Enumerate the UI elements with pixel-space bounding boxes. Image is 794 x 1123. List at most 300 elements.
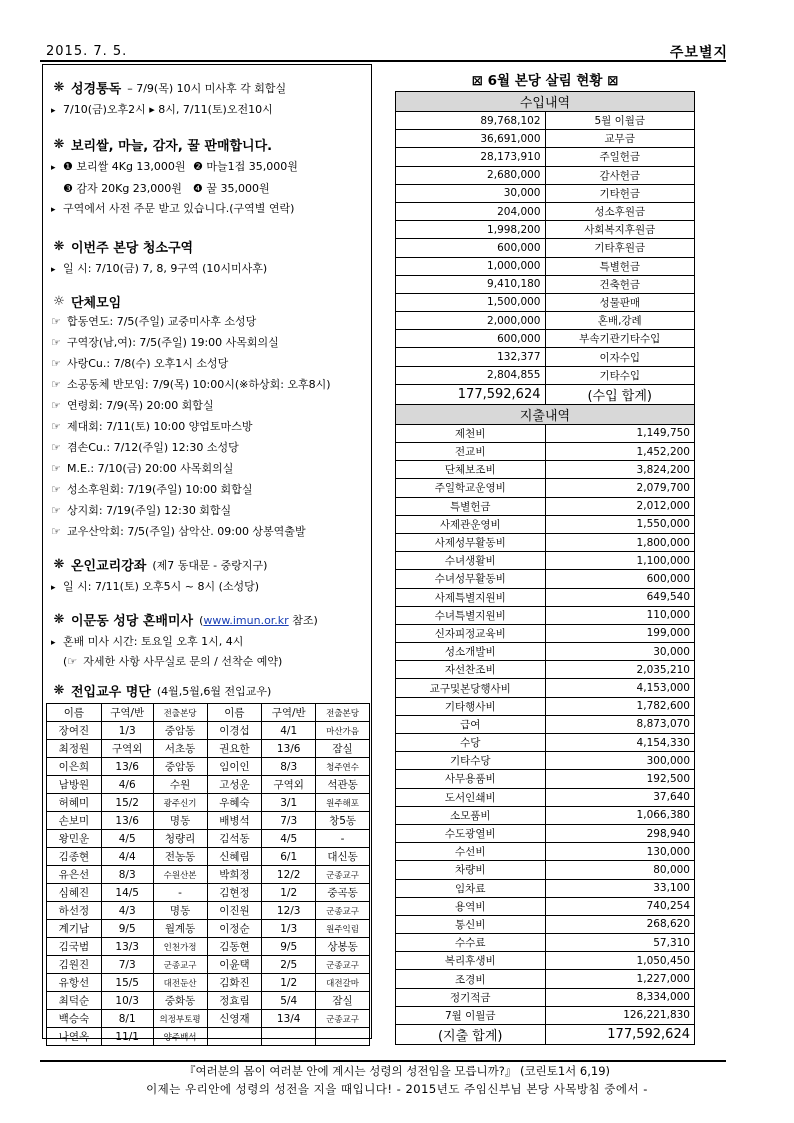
table-cell: 1/2	[262, 974, 316, 992]
meeting-item: ☞ M.E.: 7/10(금) 20:00 사목회의실	[51, 462, 234, 475]
expense-row	[396, 1006, 695, 1024]
table-cell: 마산가음	[316, 722, 370, 740]
table-cell: 손보미	[47, 812, 102, 830]
bullet-icon: ▸	[51, 265, 56, 275]
table-cell: 신영재	[207, 1010, 262, 1028]
expense-total: 177,592,624	[545, 1025, 695, 1045]
expense-category: 수녀생활비	[396, 552, 546, 570]
table-cell: 잠실	[316, 740, 370, 758]
expense-amount: 1,149,750	[545, 424, 695, 442]
table-row	[47, 902, 370, 920]
expense-amount: 199,000	[545, 624, 695, 642]
bullet-icon: ▸	[51, 638, 56, 648]
expense-row	[396, 788, 695, 806]
table-header: 전출본당	[153, 704, 207, 722]
expense-amount: 1,227,000	[545, 970, 695, 988]
table-cell: 4/5	[101, 830, 153, 848]
expense-row	[396, 752, 695, 770]
income-category: 혼배,강례	[545, 312, 695, 330]
table-cell: 의정부토평	[153, 1010, 207, 1028]
table-cell: 김원진	[47, 956, 102, 974]
income-row	[396, 275, 695, 293]
expense-row	[396, 624, 695, 642]
footer-divider	[40, 1060, 726, 1062]
catechism-section: ❋ 온인교리강좌 (제7 동대문 - 중랑지구) ▸ 일 시: 7/11(토) 오후5시 ~ 8시 (소성당)	[51, 555, 371, 596]
income-amount: 2,680,000	[396, 166, 546, 184]
expense-amount: 1,782,600	[545, 697, 695, 715]
table-cell: 원주익림	[316, 920, 370, 938]
expense-total-label: (지출 합계)	[396, 1025, 546, 1045]
expense-category: 수수료	[396, 934, 546, 952]
meeting-item: ☞ 성소후원회: 7/19(주일) 10:00 회합실	[51, 483, 253, 496]
table-cell: 청량리	[153, 830, 207, 848]
table-cell: 남방원	[47, 776, 102, 794]
table-row	[47, 884, 370, 902]
meeting-item: ☞ 연령회: 7/9(목) 20:00 회합실	[51, 399, 214, 412]
expense-row	[396, 988, 695, 1006]
income-total-row	[396, 384, 695, 404]
table-cell: 임이인	[207, 758, 262, 776]
table-cell: -	[316, 830, 370, 848]
expense-category: 사무용품비	[396, 770, 546, 788]
table-cell: 심혜진	[47, 884, 102, 902]
table-header: 이름	[207, 704, 262, 722]
table-cell	[262, 1028, 316, 1046]
table-cell: 상봉동	[316, 938, 370, 956]
expense-category: 단체보조비	[396, 461, 546, 479]
table-cell: 13/6	[262, 740, 316, 758]
table-cell: 군종교구	[153, 956, 207, 974]
expense-category: 차량비	[396, 861, 546, 879]
table-cell: 이윤택	[207, 956, 262, 974]
table-cell: 9/5	[101, 920, 153, 938]
expense-row	[396, 424, 695, 442]
table-header: 구역/반	[101, 704, 153, 722]
income-amount: 204,000	[396, 202, 546, 220]
table-cell: 유항선	[47, 974, 102, 992]
expense-row	[396, 479, 695, 497]
pointing-hand-icon: ☞	[51, 441, 61, 454]
pointing-hand-icon: ☞	[51, 378, 61, 391]
income-category: 건축헌금	[545, 275, 695, 293]
expense-amount: 30,000	[545, 643, 695, 661]
pointing-hand-icon: ☞	[51, 504, 61, 517]
expense-amount: 4,154,330	[545, 734, 695, 752]
finance-title: ⊠ 6월 본당 살림 현황 ⊠	[471, 73, 619, 89]
table-cell: 장여진	[47, 722, 102, 740]
expense-category: 자선찬조비	[396, 661, 546, 679]
table-cell: 12/2	[262, 866, 316, 884]
table-cell: 14/5	[101, 884, 153, 902]
income-row	[396, 130, 695, 148]
table-cell: 최정원	[47, 740, 102, 758]
table-cell: 최덕순	[47, 992, 102, 1010]
table-cell: 창5동	[316, 812, 370, 830]
table-cell: 구역외	[262, 776, 316, 794]
income-category: 이자수입	[545, 348, 695, 366]
expense-row	[396, 879, 695, 897]
table-header: 구역/반	[262, 704, 316, 722]
expense-row	[396, 770, 695, 788]
expense-category: 수당	[396, 734, 546, 752]
expense-category: 수도광열비	[396, 824, 546, 842]
table-cell: 13/6	[101, 758, 153, 776]
expense-total-row	[396, 1025, 695, 1045]
table-cell: 1/3	[262, 920, 316, 938]
expense-amount: 110,000	[545, 606, 695, 624]
income-row	[396, 166, 695, 184]
income-row	[396, 112, 695, 130]
table-row	[47, 920, 370, 938]
income-category: 사회복지후원금	[545, 221, 695, 239]
table-cell: 계기남	[47, 920, 102, 938]
table-cell: 4/5	[262, 830, 316, 848]
meeting-item: ☞ 소공동체 반모임: 7/9(목) 10:00시(※하상회: 오후8시)	[51, 378, 331, 391]
income-row	[396, 221, 695, 239]
table-cell: 월계동	[153, 920, 207, 938]
expense-amount: 1,452,200	[545, 443, 695, 461]
parish-website-link[interactable]: www.imun.or.kr	[203, 613, 289, 627]
table-cell: 고성운	[207, 776, 262, 794]
expense-row	[396, 552, 695, 570]
table-row	[47, 722, 370, 740]
expense-category: 복리후생비	[396, 952, 546, 970]
table-cell: 정효림	[207, 992, 262, 1010]
expense-row	[396, 588, 695, 606]
table-cell: 배병석	[207, 812, 262, 830]
table-cell: 김석동	[207, 830, 262, 848]
income-row	[396, 148, 695, 166]
income-category: 주일헌금	[545, 148, 695, 166]
expense-category: 사제특별지원비	[396, 588, 546, 606]
table-cell: 6/1	[262, 848, 316, 866]
expense-amount: 57,310	[545, 934, 695, 952]
expense-category: 사제성무활동비	[396, 533, 546, 551]
expense-amount: 300,000	[545, 752, 695, 770]
income-category: 기타헌금	[545, 184, 695, 202]
pointing-hand-icon: ☞	[51, 462, 61, 475]
table-row	[47, 740, 370, 758]
pointing-hand-icon: ☞	[51, 483, 61, 496]
meeting-item: ☞ 사랑Cu.: 7/8(수) 오후1시 소성당	[51, 357, 229, 370]
bulletin-date: 2015. 7. 5.	[46, 44, 128, 59]
table-row	[47, 758, 370, 776]
expense-amount: 8,873,070	[545, 715, 695, 733]
footer-quote: 『여러분의 몸이 여러분 안에 계시는 성령의 성전임을 모릅니까?』 (코린토1서 6,19)	[183, 1064, 611, 1078]
table-cell: 1/2	[262, 884, 316, 902]
table-cell: 4/4	[101, 848, 153, 866]
expense-amount: 126,221,830	[545, 1006, 695, 1024]
expense-category: 급여	[396, 715, 546, 733]
snowflake-icon: ❋	[53, 239, 65, 254]
income-amount: 9,410,180	[396, 275, 546, 293]
table-row	[47, 812, 370, 830]
wedding-mass-section: ❋ 이문동 성당 혼배미사 (www.imun.or.kr 참조) ▸ 혼배 미사 시간: 토요일 오후 1시, 4시 (☞ 자세한 사항 사무실로 문의 / 선착순 예약)	[51, 612, 318, 668]
expense-amount: 1,050,450	[545, 952, 695, 970]
table-cell: 원주해포	[316, 794, 370, 812]
expense-category: 주일학교운영비	[396, 479, 546, 497]
pointing-hand-icon: ☞	[67, 655, 78, 668]
income-row	[396, 348, 695, 366]
table-cell: 권요한	[207, 740, 262, 758]
table-cell: 양주백석	[153, 1028, 207, 1046]
table-cell: 7/3	[262, 812, 316, 830]
expense-row	[396, 806, 695, 824]
snowflake-icon: ❋	[53, 557, 65, 572]
table-cell: 군종교구	[316, 1010, 370, 1028]
expense-amount: 268,620	[545, 915, 695, 933]
expense-amount: 1,550,000	[545, 515, 695, 533]
table-cell: 중암동	[153, 758, 207, 776]
expense-category: 용역비	[396, 897, 546, 915]
footer-motto: 이제는 우리안에 성령의 성전을 지을 때입니다! - 2015년도 주임신부님 본당 사목방침 중에서 -	[146, 1082, 648, 1096]
meeting-item: ☞ 겸손Cu.: 7/12(주일) 12:30 소성당	[51, 441, 239, 454]
table-cell: 군종교구	[316, 956, 370, 974]
table-cell: 구역외	[101, 740, 153, 758]
table-cell: 왕민운	[47, 830, 102, 848]
meeting-item: ☞ 구역장(남,여): 7/5(주일) 19:00 사목회의실	[51, 336, 279, 349]
expense-category: 정기적금	[396, 988, 546, 1006]
expense-amount: 600,000	[545, 570, 695, 588]
table-cell: 4/3	[101, 902, 153, 920]
table-cell: 2/5	[262, 956, 316, 974]
expense-row	[396, 515, 695, 533]
table-cell: 13/6	[101, 812, 153, 830]
table-cell: 13/4	[262, 1010, 316, 1028]
expense-category: 임차료	[396, 879, 546, 897]
pointing-hand-icon: ☞	[51, 399, 61, 412]
expense-category: 기타행사비	[396, 697, 546, 715]
table-cell: 수원산본	[153, 866, 207, 884]
meeting-item: ☞ 교우산악회: 7/5(주일) 삼악산. 09:00 상봉역출발	[51, 525, 306, 538]
expense-amount: 740,254	[545, 897, 695, 915]
expense-row	[396, 897, 695, 915]
income-amount: 30,000	[396, 184, 546, 202]
table-cell: 대전갈마	[316, 974, 370, 992]
table-cell	[207, 1028, 262, 1046]
table-row	[47, 1028, 370, 1046]
income-amount: 89,768,102	[396, 112, 546, 130]
income-category: 성물판매	[545, 293, 695, 311]
expense-row	[396, 661, 695, 679]
table-cell: 15/5	[101, 974, 153, 992]
income-category: 성소후원금	[545, 202, 695, 220]
table-cell	[316, 1028, 370, 1046]
table-cell: 나연옥	[47, 1028, 102, 1046]
pointing-hand-icon: ☞	[51, 315, 61, 328]
expense-category: 소모품비	[396, 806, 546, 824]
table-cell: 10/3	[101, 992, 153, 1010]
table-cell: 9/5	[262, 938, 316, 956]
expense-amount: 80,000	[545, 861, 695, 879]
expense-row	[396, 715, 695, 733]
table-cell: 중암동	[153, 722, 207, 740]
announcements-panel	[42, 64, 372, 1043]
expense-category: 교구및본당행사비	[396, 679, 546, 697]
income-total: 177,592,624	[396, 384, 546, 404]
expense-category: 조경비	[396, 970, 546, 988]
income-header-row	[396, 92, 695, 112]
expense-category: 수녀성무활동비	[396, 570, 546, 588]
meeting-item: ☞ 상지회: 7/19(주일) 12:30 회합실	[51, 504, 232, 517]
table-cell: 군종교구	[316, 866, 370, 884]
table-cell: 유은선	[47, 866, 102, 884]
bulletin-title: 주보별지	[669, 45, 728, 61]
table-row	[47, 866, 370, 884]
income-row	[396, 293, 695, 311]
table-cell: 15/2	[101, 794, 153, 812]
expense-category: 제천비	[396, 424, 546, 442]
expense-amount: 2,079,700	[545, 479, 695, 497]
table-cell: 대신동	[316, 848, 370, 866]
income-amount: 28,173,910	[396, 148, 546, 166]
pointing-hand-icon: ☞	[51, 525, 61, 538]
table-cell: 전농동	[153, 848, 207, 866]
expense-category: 성소개발비	[396, 643, 546, 661]
table-row	[47, 974, 370, 992]
snowflake-icon: ❋	[53, 612, 65, 627]
expense-amount: 37,640	[545, 788, 695, 806]
expense-row	[396, 679, 695, 697]
expense-amount: 1,800,000	[545, 533, 695, 551]
table-cell: 13/3	[101, 938, 153, 956]
expense-category: 전교비	[396, 443, 546, 461]
income-row	[396, 184, 695, 202]
header-divider	[40, 60, 726, 62]
table-cell: 명동	[153, 812, 207, 830]
table-cell: 우혜숙	[207, 794, 262, 812]
table-cell: 3/1	[262, 794, 316, 812]
expense-amount: 3,824,200	[545, 461, 695, 479]
expense-header-row	[396, 404, 695, 424]
income-row	[396, 239, 695, 257]
sale-section: ❋ 보리쌀, 마늘, 감자, 꿀 판매합니다. ▸ ❶ 보리쌀 4Kg 13,000원 ❷ 마늘1접 35,000원 ❸ 감자 20Kg 23,000원 ❹ 꿀 35,000원 ▸ 구역에서 사전 주문 받고 있습니다.(구역별 연락)	[51, 135, 371, 218]
boxed-x-icon: ⊠	[607, 73, 619, 89]
expense-category: 수선비	[396, 843, 546, 861]
income-amount: 1,000,000	[396, 257, 546, 275]
table-cell: 이은희	[47, 758, 102, 776]
bullet-icon: ▸	[51, 163, 56, 173]
expense-amount: 130,000	[545, 843, 695, 861]
expense-row	[396, 643, 695, 661]
table-cell: 석관동	[316, 776, 370, 794]
income-header: 수입내역	[396, 92, 695, 112]
table-cell: 중곡동	[316, 884, 370, 902]
expense-row	[396, 497, 695, 515]
table-cell: 4/1	[262, 722, 316, 740]
snowflake-icon: ❋	[53, 80, 65, 95]
expense-amount: 33,100	[545, 879, 695, 897]
income-category: 교무금	[545, 130, 695, 148]
income-amount: 2,804,855	[396, 366, 546, 384]
table-row	[47, 956, 370, 974]
expense-amount: 192,500	[545, 770, 695, 788]
pointing-hand-icon: ☞	[51, 420, 61, 433]
table-cell: 하선정	[47, 902, 102, 920]
table-row	[47, 848, 370, 866]
table-row	[47, 830, 370, 848]
table-cell: 김현정	[207, 884, 262, 902]
pointing-hand-icon: ☞	[51, 357, 61, 370]
table-row	[47, 938, 370, 956]
income-amount: 2,000,000	[396, 312, 546, 330]
expense-category: 기타수당	[396, 752, 546, 770]
expense-amount: 1,100,000	[545, 552, 695, 570]
income-amount: 1,998,200	[396, 221, 546, 239]
income-amount: 36,691,000	[396, 130, 546, 148]
table-cell: 대전둔산	[153, 974, 207, 992]
table-cell: 5/4	[262, 992, 316, 1010]
expense-row	[396, 934, 695, 952]
table-cell: 김국범	[47, 938, 102, 956]
boxed-x-icon: ⊠	[471, 73, 483, 89]
expense-row	[396, 443, 695, 461]
table-cell: 1/3	[101, 722, 153, 740]
table-cell: 청주연수	[316, 758, 370, 776]
income-category: 기타후원금	[545, 239, 695, 257]
expense-category: 7월 이월금	[396, 1006, 546, 1024]
bullet-icon: ▸	[51, 583, 56, 593]
table-cell: 중화동	[153, 992, 207, 1010]
bible-reading-section: ❋ 성경통독 – 7/9(목) 10시 미사후 각 회합실 ▸ 7/10(금)오후2시 ▸ 8시, 7/11(토)오전10시	[51, 78, 371, 119]
income-category: 특별헌금	[545, 257, 695, 275]
income-amount: 132,377	[396, 348, 546, 366]
table-cell: 김종현	[47, 848, 102, 866]
table-row	[47, 794, 370, 812]
table-cell: 이정순	[207, 920, 262, 938]
expense-amount: 2,035,210	[545, 661, 695, 679]
expense-category: 특별헌금	[396, 497, 546, 515]
expense-amount: 649,540	[545, 588, 695, 606]
group-meetings-section: ☼ 단체모임 ☞ 합동연도: 7/5(주일) 교중미사후 소성당 ☞ 구역장(남,여): 7/5(주일) 19:00 사목회의실 ☞ 사랑Cu.: 7/8(수) 오후1시 소성당 ☞ 소공동체 반모임: 7/9(목) 10:00시(※하상회: 오후8시) ☞ 연령회: 7/9(목) 20:00 회합실 ☞ 제대회: 7/11(토) 10:00 양업토마스방 ☞ 겸손Cu.: 7/12(주일) 12:30 소성당 ☞ M.E.: 7/10(금) 20:00 사목회의실 ☞ 성소후원회: 7/19(주일) 10:00 회합실 ☞ 상지회: 7/19(주일) 12:30 회합실 ☞ 교우산악회: 7/5(주일) 삼악산. 09:00 상봉역출발	[51, 292, 371, 539]
table-cell: -	[153, 884, 207, 902]
expense-header: 지출내역	[396, 404, 695, 424]
income-amount: 1,500,000	[396, 293, 546, 311]
expense-category: 신자피정교육비	[396, 624, 546, 642]
expense-row	[396, 970, 695, 988]
snowflake-icon: ❋	[53, 137, 65, 152]
table-cell: 박희정	[207, 866, 262, 884]
income-row	[396, 257, 695, 275]
expense-category: 수녀특별지원비	[396, 606, 546, 624]
table-cell: 허혜미	[47, 794, 102, 812]
table-cell: 8/3	[262, 758, 316, 776]
table-row	[47, 1010, 370, 1028]
meeting-item: ☞ 제대회: 7/11(토) 10:00 양업토마스방	[51, 420, 253, 433]
expense-row	[396, 824, 695, 842]
expense-category: 사제관운영비	[396, 515, 546, 533]
table-header: 이름	[47, 704, 102, 722]
expense-amount: 4,153,000	[545, 679, 695, 697]
table-cell: 명동	[153, 902, 207, 920]
newcomers-table	[46, 703, 370, 1046]
income-row	[396, 366, 695, 384]
finance-panel	[395, 71, 695, 1045]
income-category: 5월 이월금	[545, 112, 695, 130]
income-amount: 600,000	[396, 239, 546, 257]
expense-amount: 1,066,380	[545, 806, 695, 824]
table-header: 전출본당	[316, 704, 370, 722]
expense-amount: 298,940	[545, 824, 695, 842]
expense-row	[396, 843, 695, 861]
expense-category: 통신비	[396, 915, 546, 933]
table-cell: 광주신기	[153, 794, 207, 812]
table-cell: 백승숙	[47, 1010, 102, 1028]
expense-row	[396, 697, 695, 715]
table-cell: 7/3	[101, 956, 153, 974]
income-category: 감사헌금	[545, 166, 695, 184]
table-cell: 김화진	[207, 974, 262, 992]
